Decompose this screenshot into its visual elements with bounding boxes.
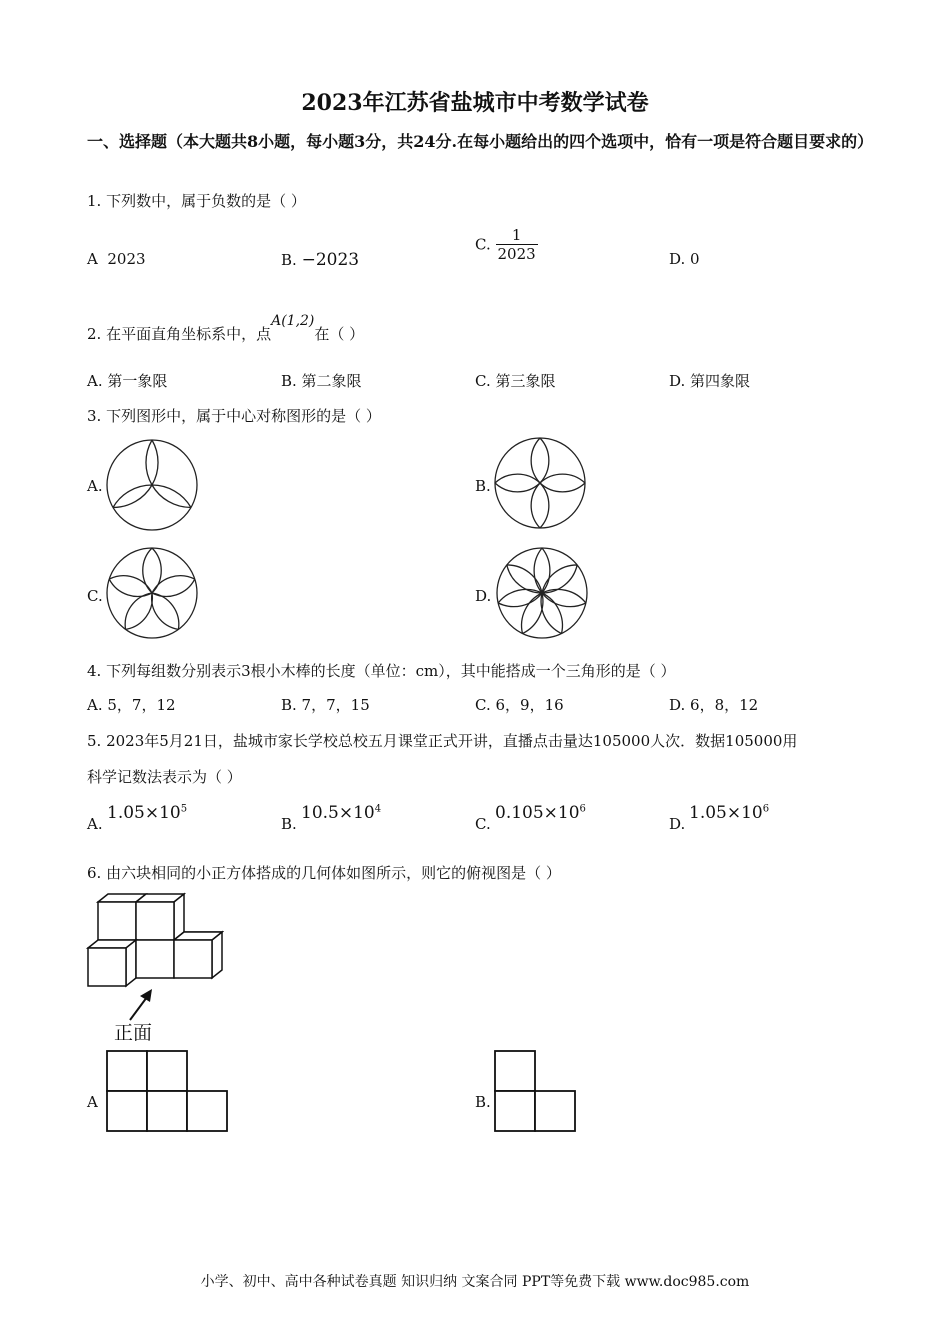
q4-option-c: C. 6，9，16 xyxy=(475,696,564,714)
q5-b-label: B. xyxy=(281,815,297,833)
q1-c-fraction xyxy=(496,226,538,263)
q5-b-exponent: 4 xyxy=(374,803,382,815)
q3-figure-a xyxy=(104,437,200,533)
q6-option-b-grid xyxy=(494,1050,578,1134)
q2-stem-pre: 2. 在平面直角坐标系中，点 xyxy=(87,325,272,343)
q2-point: A(1,2) xyxy=(271,313,315,329)
q1-b-value: −2023 xyxy=(301,250,360,270)
q1-c-numerator: 1 xyxy=(511,226,522,244)
q6-cube-figure xyxy=(84,890,234,1040)
q1-c-denominator: 2023 xyxy=(497,245,536,263)
q1-a-value: 2023 xyxy=(107,250,146,268)
q2-option-a: A. 第一象限 xyxy=(87,372,168,390)
q3-d-label: D. xyxy=(475,587,492,605)
q5-d-value xyxy=(689,803,769,823)
page-title: 2023年江苏省盐城市中考数学试卷 xyxy=(301,90,649,116)
footer-text: 小学、初中、高中各种试卷真题 知识归纳 文案合同 PPT等免费下载 www.doc985.com xyxy=(200,1274,750,1290)
q5-c-label: C. xyxy=(475,815,491,833)
q4-option-d: D. 6，8，12 xyxy=(669,696,759,714)
q2-option-d: D. 第四象限 xyxy=(669,372,751,390)
q5-b-base: 10.5×10 xyxy=(301,803,375,823)
q2-option-b: B. 第二象限 xyxy=(281,372,362,390)
q1-option-b xyxy=(281,250,359,270)
q3-figure-b xyxy=(492,435,588,531)
q4-option-b: B. 7，7，15 xyxy=(281,696,370,714)
q5-stem-line1: 5. 2023年5月21日，盐城市家长学校总校五月课堂正式开讲，直播点击量达105000人次．数据105000用 xyxy=(87,732,798,750)
q5-d-exponent: 6 xyxy=(762,803,770,815)
q5-a-base: 1.05×10 xyxy=(107,803,181,823)
q6-stem: 6. 由六块相同的小正方体搭成的几何体如图所示，则它的俯视图是（ ） xyxy=(87,864,561,882)
q5-a-value xyxy=(107,803,187,823)
q4-option-a: A. 5，7，12 xyxy=(87,696,176,714)
q3-stem: 3. 下列图形中，属于中心对称图形的是（ ） xyxy=(87,407,381,425)
q5-c-base: 0.105×10 xyxy=(495,803,580,823)
q6-b-label: B. xyxy=(475,1093,491,1111)
q2-stem xyxy=(87,313,365,344)
q3-figure-d xyxy=(494,545,590,641)
q1-option-d xyxy=(669,250,700,268)
q6-a-label: A xyxy=(87,1093,98,1111)
q3-c-label: C. xyxy=(87,587,103,605)
section-heading: 一、选择题（本大题共8小题，每小题3分，共24分.在每小题给出的四个选项中，恰有一项是符合题目要求的） xyxy=(87,132,874,151)
q6-option-a-grid xyxy=(106,1050,230,1134)
q1-option-a xyxy=(87,250,146,268)
q5-c-value xyxy=(495,803,586,823)
q1-d-label: D. xyxy=(669,250,686,268)
q5-d-base: 1.05×10 xyxy=(689,803,763,823)
q4-stem: 4. 下列每组数分别表示3根小木棒的长度（单位：cm），其中能搭成一个三角形的是（ ） xyxy=(87,662,676,680)
q3-a-label: A. xyxy=(87,477,103,495)
q2-option-c: C. 第三象限 xyxy=(475,372,556,390)
q2-stem-post: 在（ ） xyxy=(314,325,365,343)
q5-stem-line2: 科学记数法表示为（ ） xyxy=(87,768,242,786)
q5-b-value xyxy=(301,803,381,823)
q6-front-label: 正面 xyxy=(114,1022,153,1044)
q1-c-label: C. xyxy=(475,235,491,254)
q5-a-exponent: 5 xyxy=(180,803,188,815)
q1-d-value: 0 xyxy=(690,250,700,268)
q5-d-label: D. xyxy=(669,815,686,833)
q3-figure-c xyxy=(104,545,200,641)
q1-stem: 1. 下列数中，属于负数的是（ ） xyxy=(87,192,306,210)
q5-a-label: A. xyxy=(87,815,103,833)
q1-a-label: A xyxy=(87,250,98,268)
q5-c-exponent: 6 xyxy=(579,803,586,815)
q1-b-label: B. xyxy=(281,251,297,269)
q3-b-label: B. xyxy=(475,477,491,495)
q1-option-c xyxy=(475,226,538,263)
